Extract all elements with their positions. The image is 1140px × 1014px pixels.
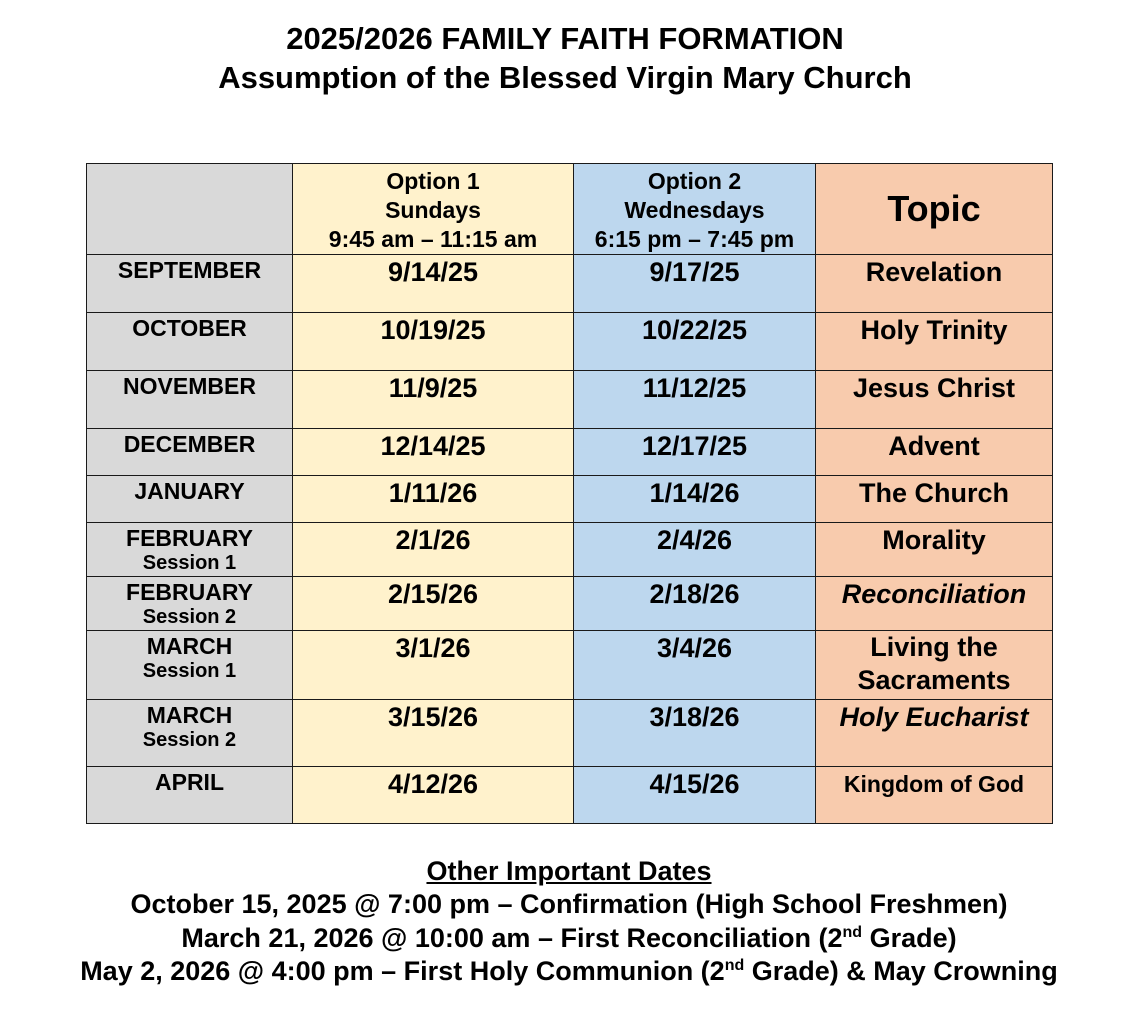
month-cell: MARCH Session 1 bbox=[87, 631, 293, 700]
option2-date: 3/4/26 bbox=[574, 631, 816, 700]
topic-cell: Holy Eucharist bbox=[816, 700, 1053, 767]
option2-date: 2/4/26 bbox=[574, 523, 816, 577]
page-subtitle: Assumption of the Blessed Virgin Mary Church bbox=[218, 60, 912, 95]
other-date-line: March 21, 2026 @ 10:00 am – First Reconciliation (2nd Grade) bbox=[181, 923, 957, 953]
topic-cell: Revelation bbox=[816, 255, 1053, 313]
option1-day: Sundays bbox=[385, 197, 481, 223]
table-row bbox=[87, 767, 1053, 824]
other-dates-heading: Other Important Dates bbox=[426, 856, 712, 886]
session-label: Session 1 bbox=[142, 552, 237, 574]
table-row bbox=[87, 429, 1053, 476]
option1-time: 9:45 am – 11:15 am bbox=[328, 226, 538, 252]
month-cell: SEPTEMBER bbox=[87, 255, 293, 313]
session-label: Session 2 bbox=[142, 606, 237, 628]
table-row bbox=[87, 255, 1053, 313]
month-cell: DECEMBER bbox=[87, 429, 293, 476]
option1-date: 11/9/25 bbox=[293, 371, 574, 429]
option2-date: 10/22/25 bbox=[574, 313, 816, 371]
topic-cell: Kingdom of God bbox=[816, 767, 1053, 824]
option1-date: 2/15/26 bbox=[293, 577, 574, 631]
topic-cell: Holy Trinity bbox=[816, 313, 1053, 371]
table-row bbox=[87, 577, 1053, 631]
header-month-cell bbox=[87, 164, 293, 255]
schedule-table bbox=[86, 163, 1053, 824]
option2-label: Option 2 bbox=[647, 168, 742, 194]
option1-date: 3/1/26 bbox=[293, 631, 574, 700]
page-title: 2025/2026 FAMILY FAITH FORMATION bbox=[286, 21, 844, 56]
topic-cell: Living the Sacraments bbox=[816, 631, 1053, 700]
option1-date: 9/14/25 bbox=[293, 255, 574, 313]
other-date-line: May 2, 2026 @ 4:00 pm – First Holy Communion (2nd Grade) & May Crowning bbox=[80, 956, 1058, 986]
month-cell: FEBRUARY Session 1 bbox=[87, 523, 293, 577]
month-cell: NOVEMBER bbox=[87, 371, 293, 429]
option2-day: Wednesdays bbox=[624, 197, 765, 223]
option1-date: 2/1/26 bbox=[293, 523, 574, 577]
option2-date: 2/18/26 bbox=[574, 577, 816, 631]
option2-date: 3/18/26 bbox=[574, 700, 816, 767]
table-row bbox=[87, 371, 1053, 429]
header-option1 bbox=[293, 164, 574, 255]
header-option2 bbox=[574, 164, 816, 255]
topic-cell: The Church bbox=[816, 476, 1053, 523]
topic-cell: Advent bbox=[816, 429, 1053, 476]
month-cell: FEBRUARY Session 2 bbox=[87, 577, 293, 631]
table-row bbox=[87, 631, 1053, 700]
table-header-row bbox=[87, 164, 1053, 255]
option1-date: 4/12/26 bbox=[293, 767, 574, 824]
other-date-line: October 15, 2025 @ 7:00 pm – Confirmation (High School Freshmen) bbox=[130, 889, 1008, 919]
month-cell: JANUARY bbox=[87, 476, 293, 523]
option1-date: 10/19/25 bbox=[293, 313, 574, 371]
month-cell: MARCH Session 2 bbox=[87, 700, 293, 767]
option1-label: Option 1 bbox=[386, 168, 480, 194]
option2-date: 1/14/26 bbox=[574, 476, 816, 523]
option2-time: 6:15 pm – 7:45 pm bbox=[594, 226, 795, 252]
topic-cell: Morality bbox=[816, 523, 1053, 577]
month-cell: APRIL bbox=[87, 767, 293, 824]
table-row bbox=[87, 523, 1053, 577]
table-row bbox=[87, 476, 1053, 523]
topic-cell: Jesus Christ bbox=[816, 371, 1053, 429]
option2-date: 11/12/25 bbox=[574, 371, 816, 429]
option2-date: 9/17/25 bbox=[574, 255, 816, 313]
header-topic: Topic bbox=[816, 164, 1053, 255]
option1-date: 3/15/26 bbox=[293, 700, 574, 767]
table-row bbox=[87, 313, 1053, 371]
option2-date: 12/17/25 bbox=[574, 429, 816, 476]
table-row bbox=[87, 700, 1053, 767]
option2-date: 4/15/26 bbox=[574, 767, 816, 824]
month-cell: OCTOBER bbox=[87, 313, 293, 371]
topic-cell: Reconciliation bbox=[816, 577, 1053, 631]
option1-date: 1/11/26 bbox=[293, 476, 574, 523]
session-label: Session 2 bbox=[142, 729, 237, 751]
option1-date: 12/14/25 bbox=[293, 429, 574, 476]
session-label: Session 1 bbox=[142, 660, 237, 682]
